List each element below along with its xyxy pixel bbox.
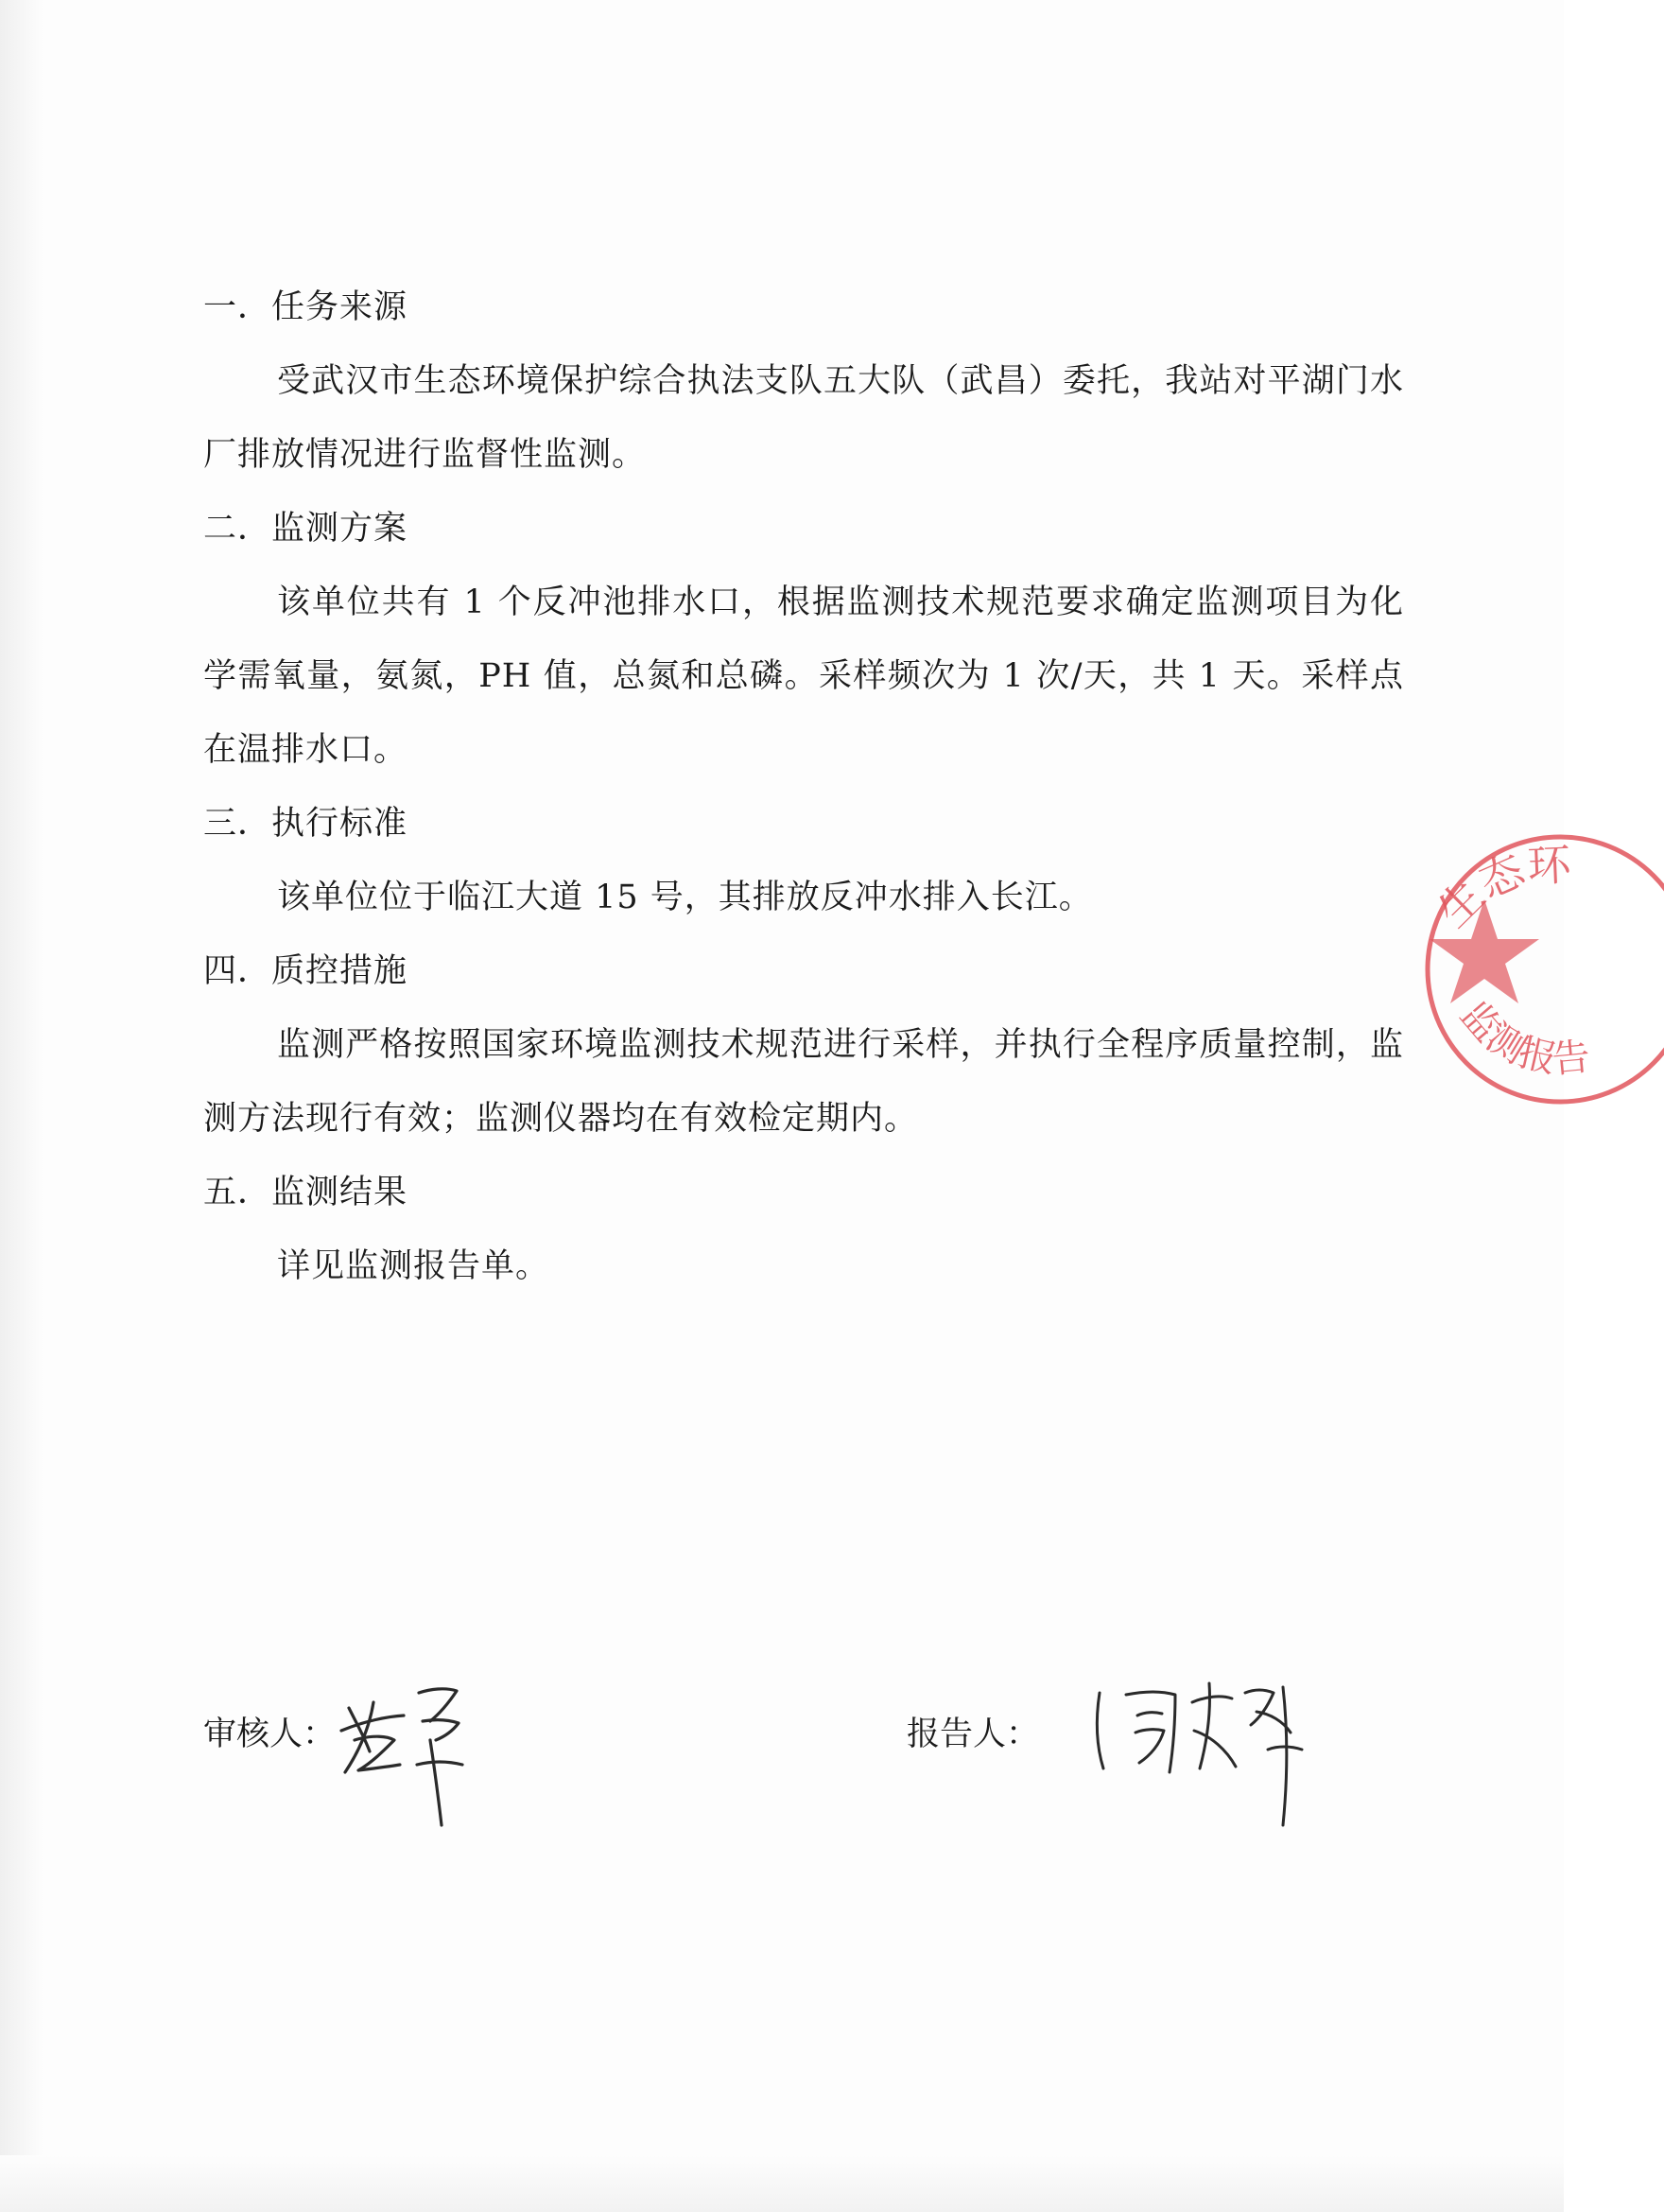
- section-paragraph: 详见监测报告单。: [277, 1247, 550, 1285]
- scan-edge-bottom: [0, 2155, 1564, 2212]
- section-paragraph: 该单位位于临江大道 15 号，其排放反冲水排入长江。: [277, 879, 1093, 916]
- section-heading: 二．监测方案: [203, 510, 408, 548]
- seal-bottom-text: 监测报告: [1451, 993, 1592, 1083]
- reporter-signature: [1088, 1674, 1325, 1835]
- section-paragraph: 监测严格按照国家环境监测技术规范进行采样，并执行全程序质量控制，监测方法现行有效；监测仪器均在有效检定期内。: [203, 1026, 1404, 1138]
- section-paragraph: 受武汉市生态环境保护综合执法支队五大队（武昌）委托，我站对平湖门水厂排放情况进行监督性监测。: [203, 362, 1404, 474]
- section-task-source: [203, 270, 1404, 492]
- seal-top-text: 生态环: [1427, 839, 1572, 937]
- reviewer-signature-block: [203, 1674, 477, 1835]
- section-results: [203, 1156, 1404, 1303]
- section-heading: 四．质控措施: [203, 952, 408, 990]
- section-paragraph: 该单位共有 1 个反冲池排水口，根据监测技术规范要求确定监测项目为化学需氧量，氨氮，PH 值，总氮和总磷。采样频次为 1 次/天，共 1 天。采样点在温排水口。: [203, 583, 1404, 769]
- section-heading: 三．执行标准: [203, 805, 408, 843]
- signature-area: [203, 1674, 1385, 1844]
- reporter-signature-block: [907, 1674, 1325, 1835]
- section-heading: 一．任务来源: [203, 288, 408, 326]
- scan-edge-left: [0, 0, 43, 2212]
- section-heading: 五．监测结果: [203, 1174, 408, 1211]
- report-body: [203, 270, 1404, 1303]
- section-quality-control: [203, 934, 1404, 1156]
- official-seal: [1418, 809, 1664, 1111]
- reporter-label: 报告人：: [907, 1716, 1040, 1753]
- section-monitoring-plan: [203, 492, 1404, 787]
- reviewer-signature: [336, 1674, 477, 1835]
- reviewer-label: 审核人：: [203, 1716, 337, 1753]
- section-standard: [203, 787, 1404, 934]
